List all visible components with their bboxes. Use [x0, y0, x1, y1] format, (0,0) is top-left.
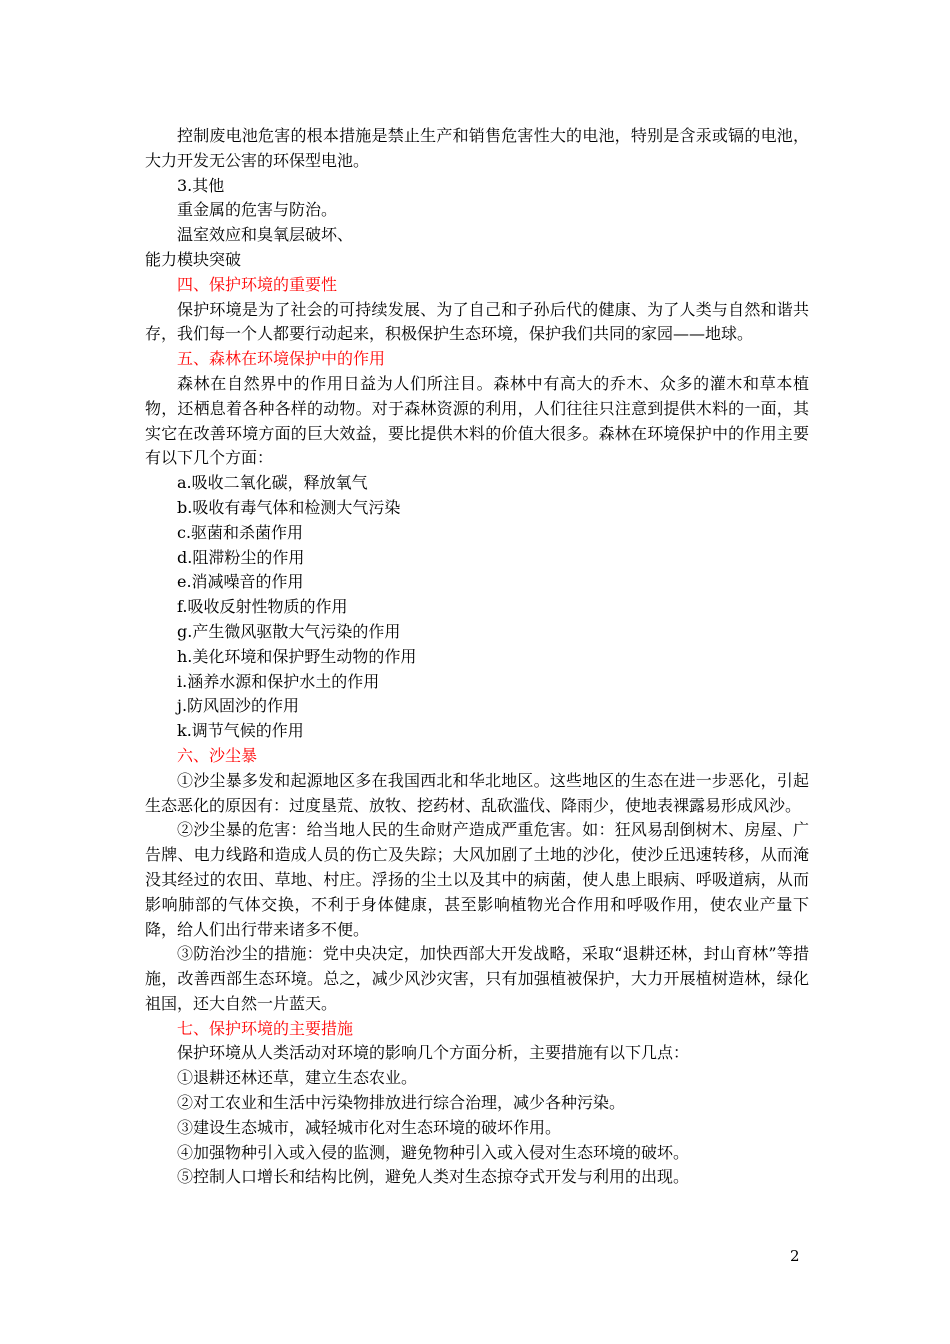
paragraph-sandstorm-2: ②沙尘暴的危害：给当地人民的生命财产造成严重危害。如：狂风易刮倒树木、房屋、广告牌、电力线路和造成人员的伤亡及失踪；大风加剧了土地的沙化，使沙丘迅速转移，从而淹没其经过的农田、草地、村庄。浮扬的尘土以及其中的病菌，使人患上眼病、呼吸道病，从而影响肺部的气体交换，不利于身体健康，甚至影响植物光合作用和呼吸作用，使农业产量下降，给人们出行带来诸多不便。	[145, 820, 809, 939]
document-body	[145, 124, 809, 1190]
list-item-d: d.阻滞粉尘的作用	[177, 547, 305, 567]
section-label-ability: 能力模块突破	[145, 249, 242, 269]
paragraph-forest-intro: 森林在自然界中的作用日益为人们所注目。森林中有高大的乔木、众多的灌木和草本植物，还栖息着各种各样的动物。对于森林资源的利用，人们往往只注意到提供木料的一面，其实它在改善环境方面的巨大效益，要比提供木料的价值大很多。森林在环境保护中的作用主要有以下几个方面：	[145, 373, 809, 468]
list-item-i: i.涵养水源和保护水土的作用	[177, 671, 380, 691]
paragraph-others: 3.其他	[177, 175, 225, 195]
heading-section-5: 五、森林在环境保护中的作用	[177, 349, 386, 369]
paragraph-measures-intro: 保护环境从人类活动对环境的影响几个方面分析，主要措施有以下几点：	[177, 1043, 690, 1063]
list-item-k: k.调节气候的作用	[177, 721, 304, 741]
paragraph-sandstorm-3: ③防治沙尘的措施：党中央决定，加快西部大开发战略，采取“退耕还林，封山育林”等措施，改善西部生态环境。总之，减少风沙灾害，只有加强植被保护，大力开展植树造林，绿化祖国，还大自然一片蓝天。	[145, 944, 809, 1013]
list-item-f: f.吸收反射性物质的作用	[177, 597, 348, 617]
list-item-j: j.防风固沙的作用	[177, 696, 300, 716]
list-item-measure-5: ⑤控制人口增长和结构比例，避免人类对生态掠夺式开发与利用的出现。	[177, 1167, 690, 1187]
page-number: 2	[790, 1247, 800, 1265]
list-item-measure-1: ①退耕还林还草，建立生态农业。	[177, 1068, 418, 1088]
paragraph-sandstorm-1: ①沙尘暴多发和起源地区多在我国西北和华北地区。这些地区的生态在进一步恶化，引起生态恶化的原因有：过度垦荒、放牧、挖药材、乱砍滥伐、降雨少，使地表裸露易形成风沙。	[145, 770, 809, 815]
paragraph-heavy-metal: 重金属的危害与防治。	[177, 200, 338, 220]
list-item-e: e.消减噪音的作用	[177, 572, 304, 592]
list-item-measure-3: ③建设生态城市，减轻城市化对生态环境的破坏作用。	[177, 1117, 562, 1137]
heading-section-4: 四、保护环境的重要性	[177, 274, 338, 294]
list-item-g: g.产生微风驱散大气污染的作用	[177, 621, 401, 641]
list-item-measure-4: ④加强物种引入或入侵的监测，避免物种引入或入侵对生态环境的破坏。	[177, 1142, 690, 1162]
list-item-c: c.驱菌和杀菌作用	[177, 522, 304, 542]
paragraph-greenhouse: 温室效应和臭氧层破坏、	[177, 225, 354, 245]
paragraph-battery-measures: 控制废电池危害的根本措施是禁止生产和销售危害性大的电池，特别是含汞或镉的电池，大力开发无公害的环保型电池。	[145, 126, 809, 170]
heading-section-7: 七、保护环境的主要措施	[177, 1018, 354, 1038]
list-item-b: b.吸收有毒气体和检测大气污染	[177, 497, 401, 517]
heading-section-6: 六、沙尘暴	[177, 745, 258, 765]
list-item-measure-2: ②对工农业和生活中污染物排放进行综合治理，减少各种污染。	[177, 1093, 626, 1113]
paragraph-protect-environment: 保护环境是为了社会的可持续发展、为了自己和子孙后代的健康、为了人类与自然和谐共存，我们每一个人都要行动起来，积极保护生态环境，保护我们共同的家园——地球。	[145, 299, 809, 344]
list-item-a: a.吸收二氧化碳，释放氧气	[177, 473, 368, 493]
list-item-h: h.美化环境和保护野生动物的作用	[177, 646, 417, 666]
